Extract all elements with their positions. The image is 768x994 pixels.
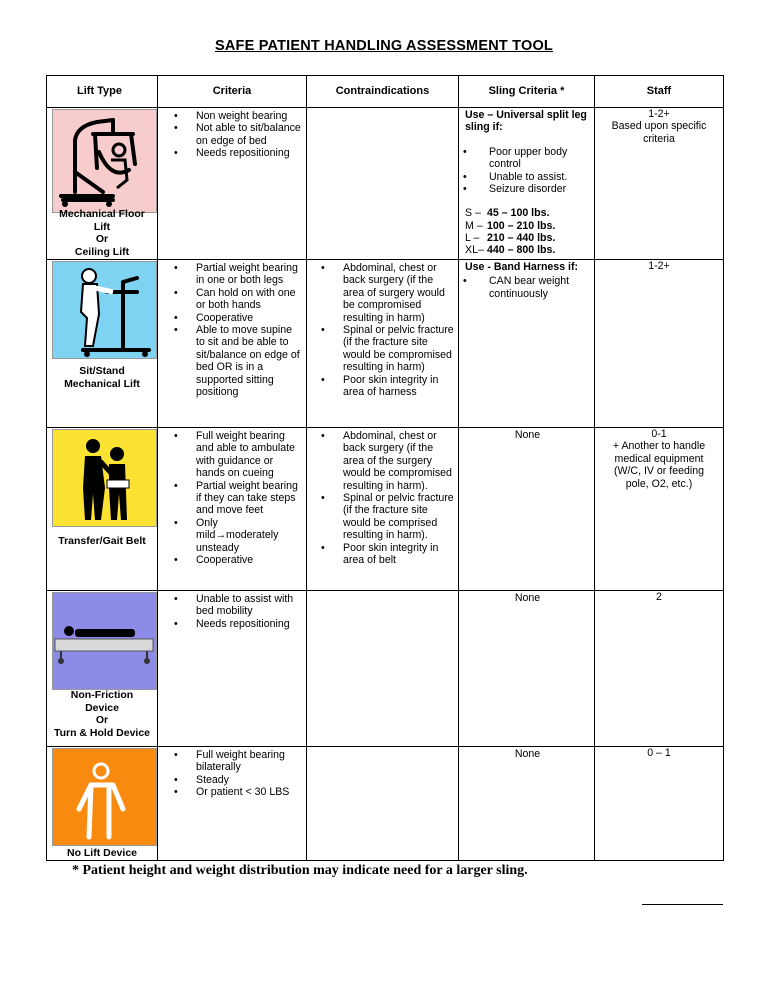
staff-line: (W/C, IV or feeding [613, 465, 705, 478]
criteria-item: • Needs repositioning [182, 618, 302, 630]
criteria-item: • Unable to assist with bed mobility [182, 593, 302, 618]
table-row [47, 108, 724, 260]
sling-size-row: S – 45 – 100 lbs. [465, 207, 550, 220]
contraindication-item: • Poor skin integrity in area of harness [329, 374, 454, 399]
criteria-item: • Non weight bearing [182, 110, 302, 122]
contraindication-item: • Spinal or pelvic fracture (if the fracture site would be compromised resulting in harm) [329, 324, 454, 374]
lift-name-line: Device [85, 701, 119, 714]
sling-criteria-cell [459, 591, 595, 747]
staff-line: 1-2+ [648, 108, 670, 120]
criteria-item: • Steady [182, 774, 302, 786]
criteria-item: • Cooperative [182, 312, 302, 324]
lift-name-line: Or [95, 233, 109, 246]
non-friction-device-icon [52, 592, 157, 690]
criteria-cell [158, 428, 307, 591]
sling-size-row: M – 100 – 210 lbs. [465, 219, 556, 232]
criteria-cell [158, 591, 307, 747]
transfer-gait-belt-icon [52, 429, 157, 527]
sling-criteria-cell [459, 747, 595, 861]
sling-size-list [465, 207, 590, 256]
lift-name-line: No Lift Device [66, 846, 137, 859]
sling-size-row: L – 210 – 440 lbs. [465, 232, 556, 245]
staff-line: 2 [656, 591, 662, 603]
staff-line: pole, O2, etc.) [625, 477, 693, 490]
lift-name-line: Transfer/Gait Belt [58, 534, 146, 547]
header-sling-criteria: Sling Criteria * [459, 76, 595, 108]
staff-line: 1-2+ [648, 260, 670, 272]
staff-cell [595, 428, 724, 591]
criteria-item: • Only mild→moderately unsteady [182, 517, 302, 554]
lift-name-line: Mechanical Lift [64, 377, 140, 390]
lift-type-cell [47, 591, 158, 747]
lift-name-line: Sit/Stand [79, 365, 125, 378]
footnote: * Patient height and weight distribution may indicate need for a larger sling. [72, 863, 528, 878]
lift-name-line: Or [95, 714, 109, 727]
staff-cell [595, 591, 724, 747]
sling-criteria-cell [459, 428, 595, 591]
signature-line [642, 904, 723, 905]
contraindications-cell [307, 108, 459, 260]
page-title: SAFE PATIENT HANDLING ASSESSMENT TOOL [215, 38, 553, 54]
table-row [47, 260, 724, 428]
criteria-item: • Partial weight bearing in one or both legs [182, 262, 302, 287]
staff-line: + Another to handle [612, 440, 706, 453]
header-lift-type: Lift Type [47, 76, 158, 108]
lift-name-line: Turn & Hold Device [53, 726, 151, 739]
contraindications-cell [307, 591, 459, 747]
sling-none: None [514, 429, 541, 441]
contraindication-item: • Abdominal, chest or back surgery (if the area of the surgery would be compromised resulting in harm). [329, 430, 454, 492]
staff-line: criteria [643, 132, 675, 145]
lift-type-cell [47, 428, 158, 591]
assessment-table [46, 75, 724, 861]
sling-criteria-cell [459, 108, 595, 260]
sling-size-row: XL– 440 – 800 lbs. [465, 244, 556, 257]
criteria-item: • Full weight bearing and able to ambulate with guidance or hands on cueing [182, 430, 302, 480]
lift-type-cell [47, 108, 158, 260]
mechanical-floor-lift-icon [52, 109, 157, 213]
sling-criteria-cell [459, 260, 595, 428]
criteria-cell [158, 108, 307, 260]
sling-item: • CAN bear weight continuously [471, 275, 590, 300]
lift-type-cell [47, 747, 158, 861]
criteria-item: • Cooperative [182, 554, 302, 566]
contraindications-cell [307, 747, 459, 861]
sit-stand-lift-icon [52, 261, 157, 359]
criteria-cell [158, 260, 307, 428]
staff-line: Based upon specific [611, 120, 707, 133]
no-lift-device-icon [52, 748, 157, 846]
staff-cell [595, 108, 724, 260]
sling-heading: Use – Universal split leg sling if: [465, 109, 587, 134]
criteria-cell [158, 747, 307, 861]
sling-item: • Poor upper body control [471, 146, 590, 171]
criteria-item: • Can hold on with one or both hands [182, 287, 302, 312]
contraindications-cell [307, 260, 459, 428]
staff-line: 0 – 1 [647, 747, 671, 759]
lift-name-line: Mechanical Floor [59, 208, 145, 221]
sling-heading: Use - Band Harness if: [465, 261, 579, 273]
header-staff: Staff [595, 76, 724, 108]
sling-item: • Seizure disorder [471, 183, 590, 195]
criteria-item: • Or patient < 30 LBS [182, 786, 302, 798]
header-criteria: Criteria [158, 76, 307, 108]
contraindication-item: • Poor skin integrity in area of belt [329, 542, 454, 567]
criteria-item: • Full weight bearing bilaterally [182, 749, 302, 774]
staff-line: 0-1 [651, 428, 667, 440]
sling-none: None [514, 592, 541, 604]
criteria-item: • Needs repositioning [182, 147, 302, 159]
lift-name-line: Ceiling Lift [74, 245, 130, 258]
header-contraindications: Contraindications [307, 76, 459, 108]
staff-cell [595, 260, 724, 428]
criteria-item: • Not able to sit/balance on edge of bed [182, 122, 302, 147]
table-row [47, 747, 724, 861]
sling-item: • Unable to assist. [471, 171, 590, 183]
table-row [47, 591, 724, 747]
lift-name-line: Non-Friction [70, 689, 134, 702]
header-row [47, 76, 724, 108]
staff-line: medical equipment [614, 452, 704, 465]
staff-cell [595, 747, 724, 861]
contraindications-cell [307, 428, 459, 591]
lift-name-line: Lift [93, 220, 111, 233]
contraindication-item: • Spinal or pelvic fracture (if the fracture site would be comprised resulting in harm). [329, 492, 454, 542]
lift-type-cell [47, 260, 158, 428]
criteria-item: • Able to move supine to sit and be able to sit/balance on edge of bed OR is in a supported sitting positiong [182, 324, 302, 398]
criteria-item: • Partial weight bearing if they can take steps and move feet [182, 480, 302, 517]
table-row [47, 428, 724, 591]
sling-none: None [514, 748, 541, 760]
contraindication-item: • Abdominal, chest or back surgery (if the area of surgery would be compromised resulting in harm) [329, 262, 454, 324]
